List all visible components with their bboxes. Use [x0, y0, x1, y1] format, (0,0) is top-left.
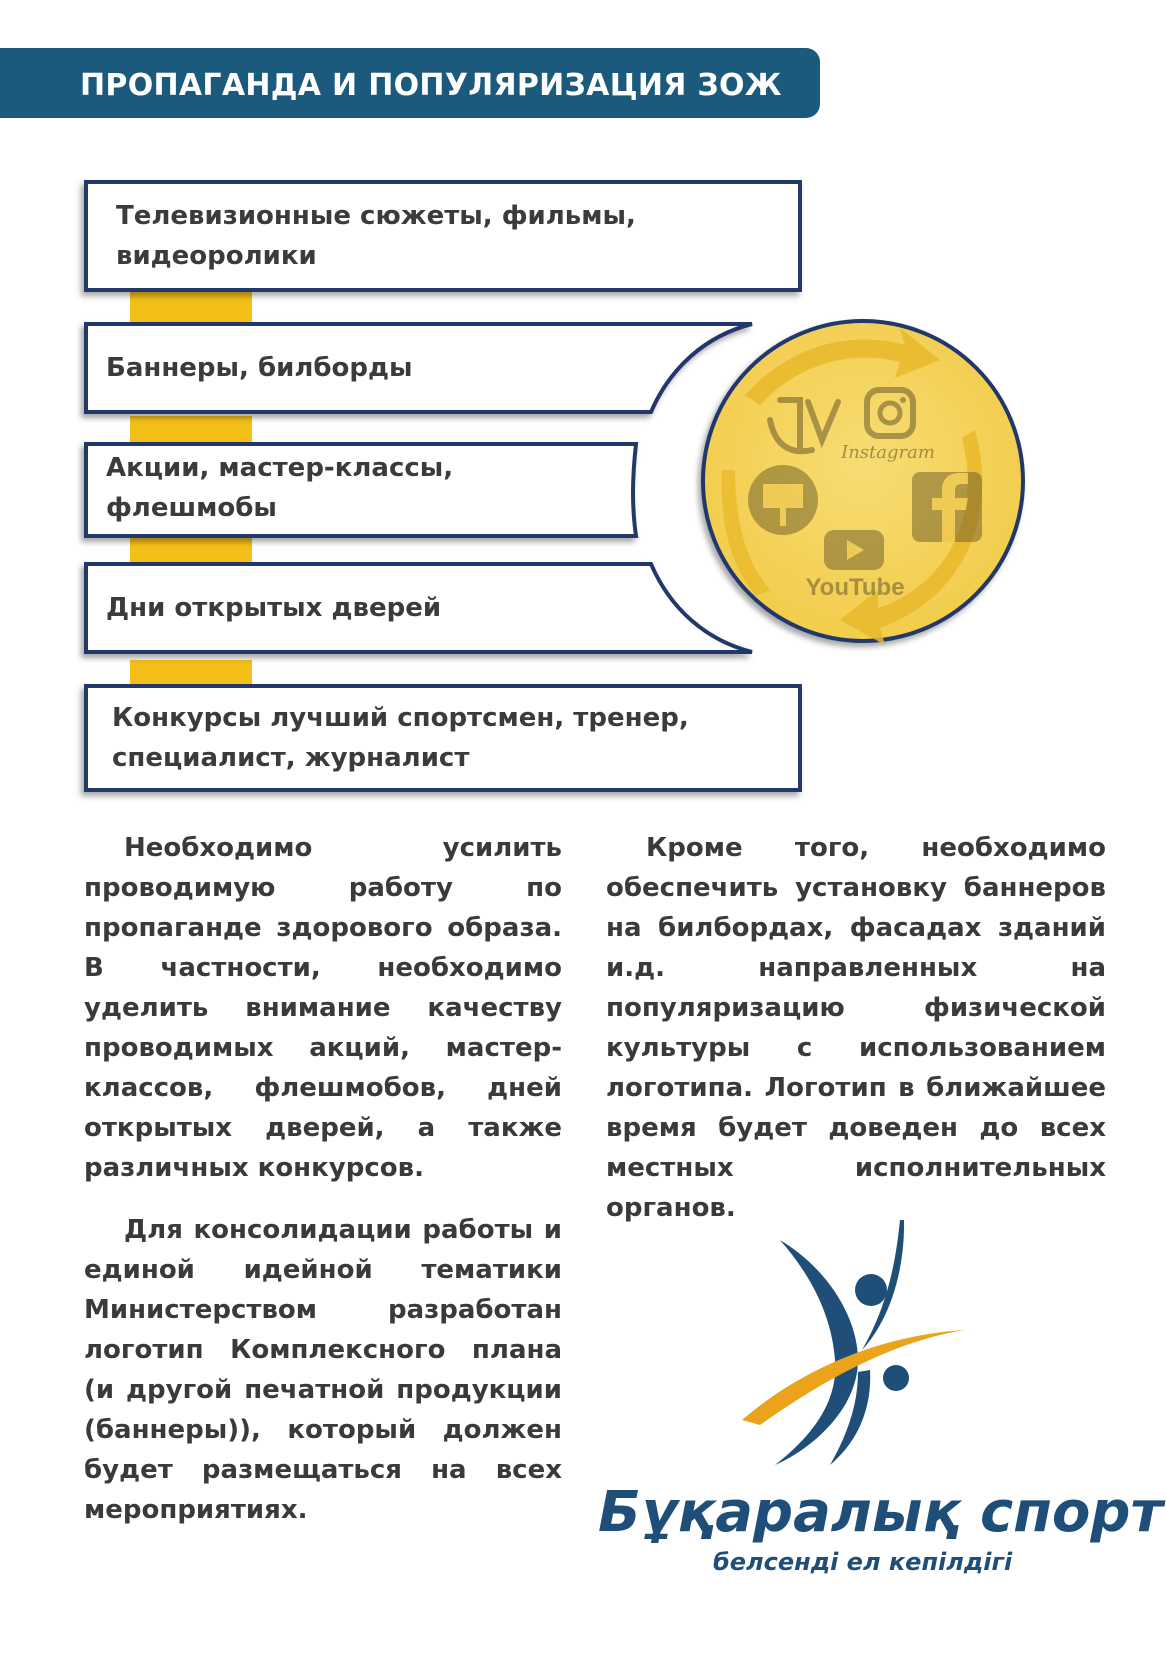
diagram-item-tv-line1: Телевизионные сюжеты, фильмы, — [116, 201, 636, 231]
youtube-icon — [824, 530, 884, 570]
facebook-icon — [912, 472, 982, 542]
logo-title: Бұқаралық спорт — [598, 1480, 1163, 1545]
right-paragraph-1: Кроме того, необходимо обеспечить установку баннеров на билбордах, фасадах зданий и.д. направленных на популяризацию физической культуры с использованием логотипа. Логотип в ближайшее время будет доведен до всех местных исполнительных органов. — [606, 833, 1106, 1223]
diagram-item-banners-label: Баннеры, билборды — [106, 353, 413, 383]
diagram-item-actions-line1: Акции, мастер-классы, — [106, 453, 454, 483]
left-paragraph-1: Необходимо усилить проводимую работу по пропаганде здорового образа. В частности, необходимо уделить внимание качеству проводимых акций, мастер-классов, флешмобов, дней открытых дверей, а также различных конкурсов. — [84, 833, 562, 1183]
diagram-item-contests-line1: Конкурсы лучший спортсмен, тренер, — [112, 703, 689, 733]
left-paragraph-2: Для консолидации работы и единой идейной тематики Министерством разработан логотип Комплексного плана (и другой печатной продукции (баннеры)), который должен будет размещаться на всех мероприятиях. — [84, 1215, 562, 1525]
mass-sport-logo-figure — [742, 1220, 965, 1465]
section-title: ПРОПАГАНДА И ПОПУЛЯРИЗАЦИЯ ЗОЖ — [80, 68, 782, 103]
logo-subtitle: белсенді ел кепілдігі — [713, 1548, 1013, 1576]
diagram-item-actions-line2: флешмобы — [106, 493, 277, 523]
diagram-item-contests-line2: специалист, журналист — [112, 743, 470, 773]
instagram-label: Instagram — [841, 442, 935, 463]
diagram-item-opendays-label: Дни открытых дверей — [106, 593, 442, 623]
diagram-item-tv-line2: видеоролики — [116, 241, 317, 271]
youtube-label: YouTube — [805, 574, 905, 601]
billboard-icon — [748, 465, 818, 535]
